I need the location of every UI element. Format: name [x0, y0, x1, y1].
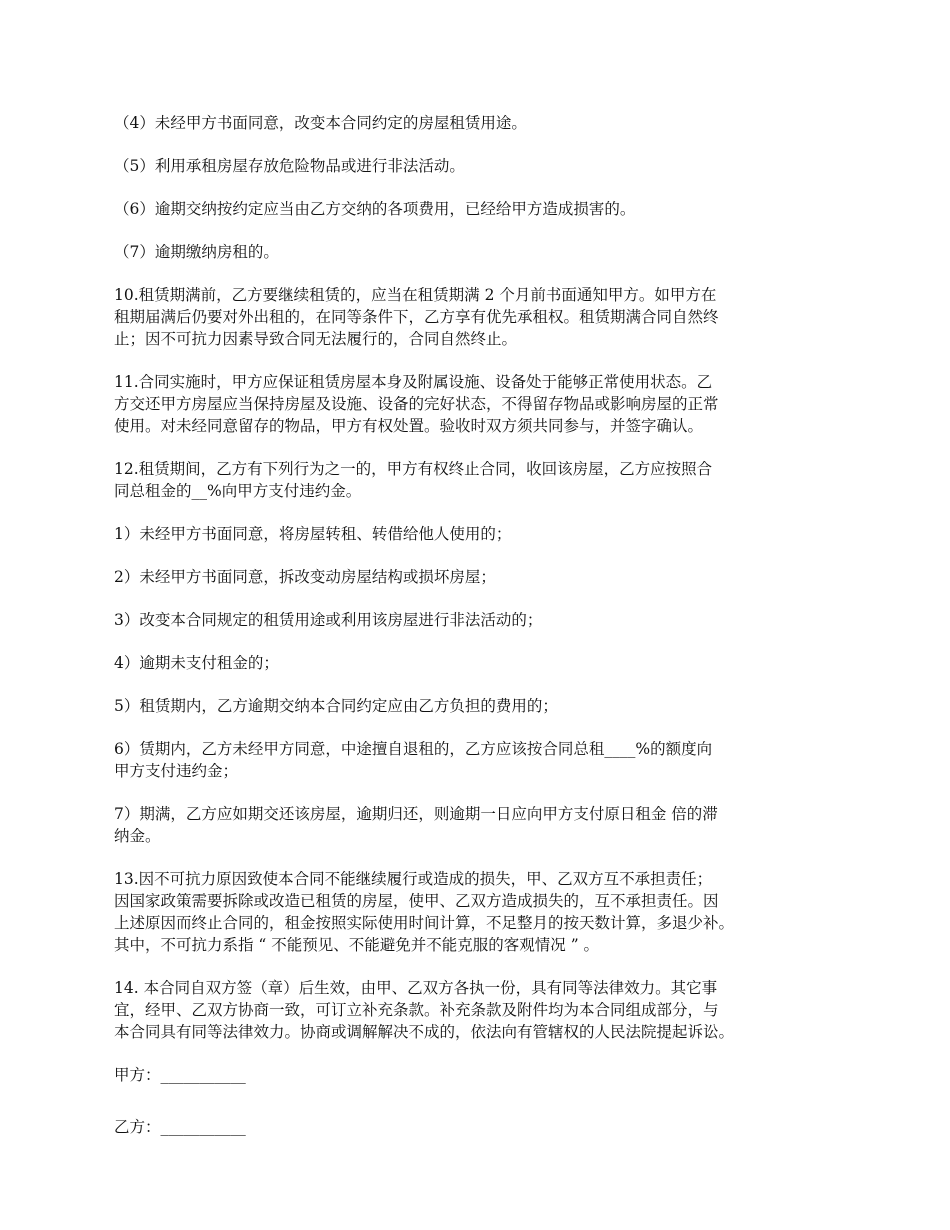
clause-12-item-1: 1）未经甲方书面同意，将房屋转租、转借给他人使用的；: [114, 525, 512, 543]
clause-9-item-6: （6）逾期交纳按约定应当由乙方交纳的各项费用，已经给甲方造成损害的。: [114, 200, 636, 218]
party-a-signature: 甲方：___________: [114, 1066, 246, 1084]
clause-12-item-3: 3）改变本合同规定的租赁用途或利用该房屋进行非法活动的；: [114, 611, 543, 629]
clause-12-item-5: 5）租赁期内，乙方逾期交纳本合同约定应由乙方负担的费用的；: [114, 697, 558, 715]
clause-9-item-7: （7）逾期缴纳房租的。: [114, 243, 279, 261]
clause-12: 12.租赁期间，乙方有下列行为之一的，甲方有权终止合同，收回该房屋，乙方应按照合 同总租金的__%向甲方支付违约金。: [114, 460, 713, 500]
clause-13: 13.因不可抗力原因致使本合同不能继续履行或造成的损失，甲、乙双方互不承担责任； 因国家政策需要拆除或改造已租赁的房屋，使甲、乙双方造成损失的，互不承担责任。因 上述原因而终止合同的，租金按照实际使用时间计算，不足整月的按天数计算，多退少补。 其中，不可抗力系指 “ 不能预见、不能避免并不能克服的客观情况 ” 。: [114, 870, 735, 954]
party-b-signature: 乙方：___________: [114, 1118, 246, 1136]
clause-9-item-4: （4）未经甲方书面同意，改变本合同约定的房屋租赁用途。: [114, 114, 527, 132]
clause-12-item-6: 6）赁期内，乙方未经甲方同意，中途擅自退租的，乙方应该按合同总租____%的额度向 甲方支付违约金；: [114, 740, 713, 780]
contract-page: [114, 112, 854, 1168]
clause-10: 10.租赁期满前，乙方要继续租赁的，应当在租赁期满 2 个月前书面通知甲方。如甲方在 租期届满后仍要对外出租的，在同等条件下，乙方享有优先承租权。租赁期满合同自然终 止；因不可抗力因素导致合同无法履行的，合同自然终止。: [114, 286, 719, 348]
clause-12-item-7: 7）期满，乙方应如期交还该房屋，逾期归还，则逾期一日应向甲方支付原日租金 倍的滞 纳金。: [114, 805, 718, 845]
clause-9-item-5: （5）利用承租房屋存放危险物品或进行非法活动。: [114, 157, 465, 175]
clause-12-item-4: 4）逾期未支付租金的；: [114, 654, 279, 672]
clause-11: 11.合同实施时，甲方应保证租赁房屋本身及附属设施、设备处于能够正常使用状态。乙 方交还甲方房屋应当保持房屋及设施、设备的完好状态，不得留存物品或影响房屋的正常 使用。对未经同意留存的物品，甲方有权处置。验收时双方须共同参与，并签字确认。: [114, 373, 719, 435]
clause-12-item-2: 2）未经甲方书面同意，拆改变动房屋结构或损坏房屋；: [114, 568, 496, 586]
clause-14: 14. 本合同自双方签（章）后生效，由甲、乙双方各执一份，具有同等法律效力。其它事 宜，经甲、乙双方协商一致，可订立补充条款。补充条款及附件均为本合同组成部分，与 本合同具有同等法律效力。协商或调解解决不成的，依法向有管辖权的人民法院提起诉讼。: [114, 979, 735, 1041]
